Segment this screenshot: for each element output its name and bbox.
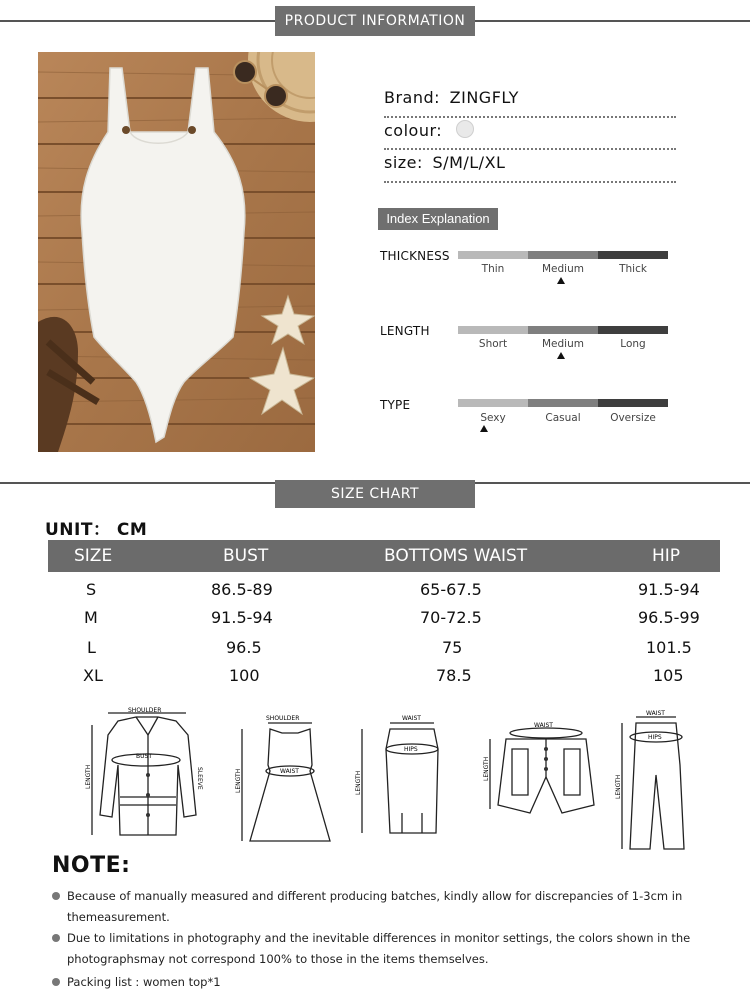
table-row: [48, 660, 720, 688]
label-length: LENGTH: [483, 756, 490, 781]
note-item: [52, 928, 692, 970]
index-option: Long: [620, 338, 646, 350]
label-sleeve: SLEEVE: [196, 767, 203, 790]
brand-value: ZINGFLY: [449, 88, 519, 107]
section-title-size-chart: SIZE CHART: [275, 480, 475, 508]
table-row: [48, 574, 720, 602]
index-option: Casual: [545, 412, 581, 424]
cell-size: XL: [83, 666, 103, 685]
header-bottoms-waist: BOTTOMS WAIST: [384, 546, 528, 566]
brand-label: Brand:: [384, 88, 441, 107]
header-bust: BUST: [223, 546, 269, 566]
note-item: [52, 886, 692, 928]
cell-waist: 75: [442, 638, 463, 657]
label-shoulder: SHOULDER: [266, 715, 300, 722]
index-label-thickness: THICKNESS: [380, 249, 450, 263]
label-waist: WAIST: [646, 710, 665, 717]
cell-waist: 78.5: [436, 666, 472, 685]
header-hip: HIP: [652, 546, 681, 566]
cell-hip: 101.5: [646, 638, 692, 657]
header-size: SIZE: [74, 546, 113, 566]
cell-bust: 100: [229, 666, 260, 685]
index-options-type: [458, 412, 668, 424]
label-shoulder: SHOULDER: [128, 707, 162, 714]
jacket-diagram: [78, 705, 213, 840]
size-table-header: [48, 540, 720, 572]
note-text: Due to limitations in photography and the inevitable differences in monitor settings, the colors shown in the photographsmay not correspond 100% to those in the items themselves.: [67, 931, 691, 966]
index-marker-length: [557, 352, 565, 359]
index-option: Thick: [619, 263, 647, 275]
cell-bust: 96.5: [226, 638, 262, 657]
index-bar-type: [458, 399, 668, 407]
cell-hip: 105: [653, 666, 684, 685]
section-title-product-info: PRODUCT INFORMATION: [275, 6, 475, 36]
cell-bust: 86.5-89: [211, 580, 273, 599]
label-length: LENGTH: [235, 768, 242, 793]
note-title: NOTE:: [52, 853, 131, 878]
pants-diagram: [612, 705, 692, 853]
skirt-diagram: [350, 705, 450, 845]
label-length: LENGTH: [615, 774, 622, 799]
cell-size: M: [84, 608, 98, 627]
label-length: LENGTH: [355, 770, 362, 795]
index-option: Oversize: [610, 412, 656, 424]
cell-hip: 96.5-99: [638, 608, 700, 627]
index-bar-length: [458, 326, 668, 334]
size-label: size:: [384, 153, 423, 172]
cell-size: L: [87, 638, 96, 657]
note-text: Because of manually measured and different producing batches, kindly allow for discrepancies of 1-3cm in themeasurement.: [67, 889, 683, 924]
size-row: [384, 153, 676, 183]
brand-row: [384, 88, 676, 118]
colour-row: [384, 120, 676, 150]
label-hips: HIPS: [648, 734, 662, 741]
index-bar-thickness: [458, 251, 668, 259]
colour-swatch: [456, 120, 474, 138]
note-item: [52, 972, 692, 993]
table-row: [48, 602, 720, 630]
index-options-thickness: [458, 263, 668, 275]
bullet-icon: [52, 978, 60, 986]
index-marker-thickness: [557, 277, 565, 284]
cell-hip: 91.5-94: [638, 580, 700, 599]
index-option: Short: [478, 338, 508, 350]
note-text: Packing list : women top*1: [67, 975, 221, 989]
index-option: Medium: [542, 338, 584, 350]
index-label-type: TYPE: [380, 398, 411, 412]
bullet-icon: [52, 892, 60, 900]
label-waist: WAIST: [402, 715, 421, 722]
index-option: Thin: [481, 263, 505, 275]
cell-waist: 70-72.5: [420, 608, 482, 627]
product-photo: [38, 52, 315, 452]
table-row: [48, 632, 720, 660]
label-bust: BUST: [136, 753, 152, 760]
index-options-length: [458, 338, 668, 350]
label-length: LENGTH: [85, 764, 92, 789]
index-marker-type: [480, 425, 488, 432]
cell-size: S: [86, 580, 97, 599]
label-waist: WAIST: [280, 768, 299, 775]
index-label-length: LENGTH: [380, 324, 430, 338]
cell-bust: 91.5-94: [211, 608, 273, 627]
colour-label: colour:: [384, 121, 443, 140]
dress-diagram: [230, 705, 340, 845]
unit-label: UNIT： CM: [45, 520, 148, 540]
label-waist: WAIST: [534, 722, 553, 729]
label-hips: HIPS: [404, 746, 418, 753]
index-explanation-badge: Index Explanation: [378, 208, 498, 230]
index-option: Sexy: [480, 412, 506, 424]
cell-waist: 65-67.5: [420, 580, 482, 599]
size-value: S/M/L/XL: [432, 153, 506, 172]
bullet-icon: [52, 934, 60, 942]
shorts-diagram: [478, 705, 608, 845]
index-option: Medium: [542, 263, 584, 275]
